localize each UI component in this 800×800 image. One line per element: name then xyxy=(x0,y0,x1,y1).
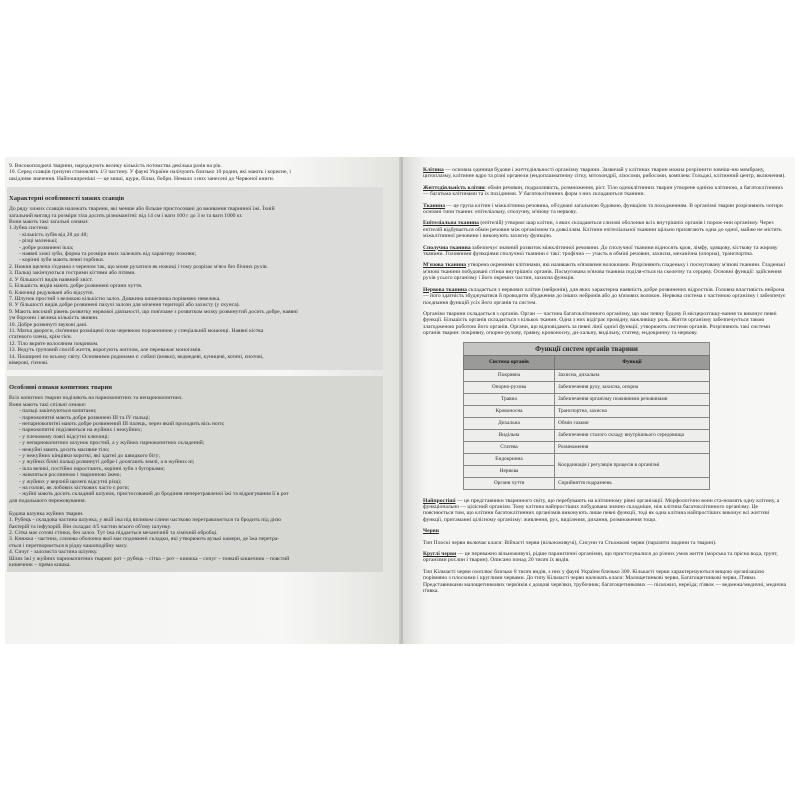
text-line: 2. Сітка має сотові стінки, без залоз. Тут їжа піддається механічній та хімічній обробці. xyxy=(9,529,218,536)
paragraph-text: утворена окремими клітинами, які називають м'язовими волокнами. Розрізняють гладеньку і посмуговану м'язові тканини. Гладенькі м'язові тканини побудовані стінки внутрішніх органів. Посмугована м'язова тканина поділя-ється на скелетну та серцеву. Основні функції: здійснення рухів усього організму і його окремих частин, захисна функція. xyxy=(423,262,786,282)
book-spread xyxy=(5,157,795,644)
table-row xyxy=(464,417,710,429)
text-line: До ряду хижих ссавців належать тварини, які менше або більше пристосовані до вживання тваринної їжі. Їхній xyxy=(9,206,275,213)
section-title: Характерні особливості хижих ссавців xyxy=(9,195,125,203)
table-row xyxy=(464,441,710,453)
text-line: 9. Високоплодючі тварини, народжують велику кількість потомства декілька разів на рік. xyxy=(9,163,222,169)
table-cell-function: Забезпечення руху, захисна, опорна xyxy=(555,381,710,393)
table-row xyxy=(464,381,710,393)
text-line: 8. У більшості видів добре розвинені пахучі залози для мічення території або захисту (у скунса). xyxy=(9,302,240,309)
paragraph-text: Тип Плоскі черви включає класи: Війчасті черви (вільноживучі), Сисуни та Стьожкові черви (паразити людини та тварин). xyxy=(423,539,717,546)
table-cell-function: Транспортна, захисна xyxy=(555,405,710,417)
text-line: загальний вигляд та розміри тіла досить різноманітні: від 14 см і ваги 100 г до 3 м та ваги 1000 кг. xyxy=(9,212,243,219)
text-line: 10. Серед ссавців гризуни становлять 1/3 частину. У фауні України налічують близько 10 родин, які мають і корисне, і xyxy=(9,169,291,176)
text-line: - ікла великі, постійно наростають, корінні зуби з бугорками; xyxy=(19,465,165,472)
paragraph-text: Тип Кільчасті черви охоплює близько 8 тисяч видів, з них у фауні України близько 300. Кількасті черви характеризуються вищою організацією порівняно з плоскими і круглими червами. До типу Кільчасті черви належать класи: Малощетинкові черви, Багатощетинкові черви, П'явки. Представниками малощетинкових черв'яків є дощові черв'яки, трубочник; багатощетинкових — піскожил, нереїда; п'явок — ведмежа/медичні, медична п'явка. xyxy=(423,568,787,594)
text-line: - нежуйні мають досить масивне тіло; xyxy=(19,446,110,453)
text-line: 13. Ведуть груповий спосіб життя, ворогують житлом, але переважає моногамія. xyxy=(9,347,202,354)
table-row xyxy=(464,405,710,417)
paragraph-text: Організм тварини складається з органів. Орган — частина багатоклітинного організму, що має певну будову й місцерозташу-вання та виконує певні функції. Більшість органів складається з кількох тканин. Одна з них відіграє провідну, важливішу роль. Життя організму забезпечується такою злагодженою роботою його органів. Органи, що відповідають за певні лінії однієї функції, утворюють системи органів. Розрізняють такі системи органів тварин: покривну, опорно-рухову, травну, кровоносну, ди-хальну, видільну, статеву, ендокринну та нервову. xyxy=(423,310,777,337)
section-title: Особливі ознаки копитних тварин xyxy=(9,384,113,392)
table-row xyxy=(464,369,710,381)
table-cell-system: Травна xyxy=(464,393,555,405)
text-line: 5. Більшість видів мають добре розвинені органи чуття. xyxy=(9,283,143,290)
text-line: - у нежуйних кінцівки короткі, які здатні до швидкого бігу; xyxy=(19,453,160,460)
table-header: Система органів xyxy=(464,355,555,369)
text-line: бактерій та інфузорій. Він складає 4/5 частин всього об'єму шлунку. xyxy=(9,523,172,530)
text-line: шкідливе значення. Найпоширеніші — це миші, щури, білки, бобри. Немало з них занесені до Червоної книги. xyxy=(9,175,275,182)
table-cell-system: Статева xyxy=(464,441,555,453)
intro-text xyxy=(9,163,381,182)
table-cell-system: Опорно-рухова xyxy=(464,381,555,393)
text-line: 7. Шлунок простий з великою кількістю залоз. Довжина кишечника порівняно невелика. xyxy=(9,295,221,302)
text-line: - пальці закінчуються копитами; xyxy=(19,408,97,415)
paragraph xyxy=(423,498,787,524)
section-predators xyxy=(7,187,383,370)
table-cell-function: Обмін газами xyxy=(555,417,710,429)
text-line: статевого члена, крім гієн. xyxy=(9,334,73,341)
text-line: 1. Рубець - складова частина шлунка, у якій їжа під впливом слини частково перетравлюється та бродить під дією xyxy=(9,517,282,524)
table-cell-system: Дихальна xyxy=(464,417,555,429)
paragraph xyxy=(423,203,787,216)
paragraph xyxy=(423,167,787,180)
text-line: - жуйні мають досить складний шлунок, пристосований до бродіння неперетравленої їжі та відригування її в рот xyxy=(19,491,289,498)
paragraph xyxy=(423,569,787,595)
term: Черви xyxy=(423,528,439,535)
term: Найпростіші xyxy=(423,497,456,504)
table-cell-function: Забезпечення сталого складу внутрішнього середовища xyxy=(555,429,710,441)
table-title: Функції систем органів тварини xyxy=(463,342,710,355)
term: Сполучна тканина xyxy=(423,244,471,251)
text-line: 9. Мають високий рівень розвитку нервової діяльності, що пов'язане з розвитком мозку розвинутий досить добре, наявні xyxy=(9,308,298,315)
text-line: - у жуйних бічні пальці розвинуті добре і досягають землі, а в жуйних ні; xyxy=(19,459,195,466)
term: Життєдіяльність клітин xyxy=(423,184,485,191)
text-line: - добре розвинені ікла; xyxy=(19,244,74,251)
paragraph-text: забезпечує значний розвиток міжклітинної речовини. До сполучної тканини відносять кров, лімфу, хрящову, кісткову та жирову тканини. Головними функціями сполучної тканини є такі: трофічна — участь в обміні речовин, захисна, механічна (опорна), транспортна. xyxy=(423,244,778,258)
text-line: Вони мають такі спільні ознаки: xyxy=(9,401,87,408)
table-cell-system: Ендокринна xyxy=(464,453,555,465)
term: Клітина xyxy=(423,167,444,173)
text-line: - парнокопитні мають добре розвинені III та IV пальці; xyxy=(19,414,150,421)
right-paragraphs xyxy=(423,167,787,337)
term: Тканина xyxy=(423,202,445,209)
text-line: кишечник – пряма кишка. xyxy=(9,561,71,568)
text-line: 4. Сичуг - залозиста частина шлунку. xyxy=(9,549,98,556)
text-line: 10. Добре розвинуті звукові дані. xyxy=(9,321,88,328)
text-line: - на голові, як лобових кісткових часто є роги; xyxy=(19,485,130,492)
section-body xyxy=(9,206,381,366)
term: Епітеліальна тканина xyxy=(423,220,479,227)
paragraph xyxy=(423,185,787,198)
term: М'язова тканина xyxy=(423,262,467,269)
text-line: ум борозни і велика кількість звивин. xyxy=(9,315,99,322)
section-body xyxy=(9,395,381,568)
text-line: 12. Тіло вкрите волосяним покривом. xyxy=(9,340,99,347)
table-cell-system: Нервова xyxy=(464,465,555,477)
text-line: для подальшого пережовування. xyxy=(9,497,86,504)
text-line: - у жуйних у верхній щелепі відсутні різці; xyxy=(19,478,122,485)
table-body xyxy=(464,369,710,489)
text-line: - непарнокопитні мають добре розвинений III палець, через який проходить вісь ноги; xyxy=(19,421,225,427)
text-line: ється і перетворюється в рідку кашоподібну масу. xyxy=(9,542,128,549)
paragraph xyxy=(423,311,787,337)
term: Круглі черви xyxy=(423,550,457,557)
table-cell-function: Захисна, дихальна xyxy=(555,369,710,381)
text-line: Вони мають такі загальні ознаки: xyxy=(9,219,89,226)
table-cell-function: Розмноження xyxy=(555,441,710,453)
paragraph-text: — це переважно вільноживучі, рідше паразитичні організми, що пристосувалися до різних умов життя (морська та прісна вода, ґрунт, організми рослин і тварин). Описано понад 20 тисяч їх видів. xyxy=(423,550,778,564)
text-line: 14. Поширені по всьому світу. Основними родинами є: собачі (вовки), ведмедеві, куницеві, котячі, єнотові, xyxy=(9,353,264,360)
paragraph xyxy=(423,245,787,258)
table-header: Функції xyxy=(555,355,710,369)
right-page xyxy=(403,157,795,644)
table-row xyxy=(464,393,710,405)
text-line: 4. У більшості видів наявний хвіст. xyxy=(9,276,93,283)
text-line: - парнокопитні поділяються на жуйних і нежуйних; xyxy=(19,427,143,434)
paragraph xyxy=(423,287,787,306)
organ-systems-table xyxy=(463,342,710,490)
text-line: віверові, гієнові. xyxy=(9,359,49,366)
text-line: 3. Книжка - частина, слизова оболонка якої має подовжені складки, які утворюють вузькі камери, де їжа перетра- xyxy=(9,536,280,543)
table-cell-function: Сприйняття подразнень xyxy=(555,477,710,489)
paragraph-text: — основна одиниця будови і життєдіяльності організму тварини. Зазвичай у клітинах тварин можна розрізнити зовніш-ню мембрану, цитоплазму, клітинне ядро та різні органели (ендоплазматичну сітку, мітохондрії, лізосоми, рибосоми, комплекс Гольджі, клітинний центр, включення). xyxy=(423,167,786,180)
paragraph xyxy=(423,262,787,281)
text-line: - у плечовому поясі відсутні ключиці; xyxy=(19,433,109,440)
paragraph xyxy=(423,551,787,564)
text-line: Всіх копитних тварин поділяють на парнокопитних та непарнокопитних. xyxy=(9,395,183,402)
table-cell-function: Координація і регуляція процесів в організмі xyxy=(555,453,710,477)
after-table-text xyxy=(423,498,787,595)
text-line: Шлях їжі у жуйних парнокопитних тварин: рот – рубець – сітка – рот – книжка – сичуг – тонкий кишечник – повстий xyxy=(9,555,290,562)
left-page xyxy=(5,157,401,644)
text-line: 3. Пальці закінчуються гострими кігтями або пітями. xyxy=(9,270,136,277)
table-cell-system: Органи чуття xyxy=(464,477,555,489)
text-line: - різці маленькі; xyxy=(19,238,58,245)
paragraph xyxy=(423,220,787,239)
text-line: - живляться рослинною і тваринною їжею; xyxy=(19,472,122,479)
paragraph-text: — це представники тваринного світу, що перебувають на клітинному рівні організації. Морфологічно вони ста-новлять одну клітину, а функціонально — цілісний організм. Тому клітина найпростіших побудована значно складніше, ніж клітина багатоклітинного організму. Це пояснюється тим, що клітини багатоклітинних організмів виконують лише певні функції, тоді як одна клітина найпростіших виконує всі життєві функції, притаманні цілісному організму: живлення, рух, виділення, дихання, розмноження тощо. xyxy=(423,497,780,523)
text-line: - у непарнокопитних шлунок простий, а у жуйних парнокопитних складений; xyxy=(19,440,205,447)
paragraph xyxy=(423,540,787,546)
text-line: 1.Зубна система: xyxy=(9,225,49,232)
table-cell-system: Покривна xyxy=(464,369,555,381)
table-cell-system: Видільна xyxy=(464,429,555,441)
text-line: - корінні зуби мають певні горбики. xyxy=(19,257,105,264)
text-line: 6. Ключиці редуковані або відсутні. xyxy=(9,289,95,296)
paragraph-text: складається з нервових клітин (нейронів), для яких характерна наявність добре розвинених відростків. Головна властивість нейрона — його здатність збуджуватися й проводити збудження до інших нейронів або до м'язових волокон. Нервова система є частиною організму і забезпечує поєднання функцій усіх його органів та систем. xyxy=(423,286,786,306)
term: Нервова тканина xyxy=(423,286,467,293)
table-cell-function: Забезпечення організму поживними речовинами xyxy=(555,393,710,405)
text-line: - наявні хижі зуби, форма та розміри яких залежать від характеру поживи; xyxy=(19,251,197,258)
text-line: - кількість зубів від 28 до 48; xyxy=(19,231,88,238)
paragraph-text: : обмін речовин, подразливість, розмноження, ріст. Тіло одноклітинних тварин утворене однією клітиною, а багатоклітинних — багатьма клітинами та їх похідними. У багатоклітинних форм з них складаються тканини. xyxy=(423,184,784,198)
table-row xyxy=(464,429,710,441)
text-line: 11. Матка двороги, сім'яники розміщені поза черевною порожниною у спеціальній мошонці. Наявні кістка xyxy=(9,327,264,334)
text-line: 2. Нижня щелепа з'єднана з черепом так, що може рухатися як ножиці і тому розрізає м'ясо без бічних рухів. xyxy=(9,263,268,270)
paragraph-text: — це група клітин і міжклітинна речовина, об'єднані загальною будовою, функцією та походженням. В організмі тварин розрізняють чотири основні типи тканин: епітеліальну, сполучну, м'язову та нервову. xyxy=(423,202,783,216)
paragraph xyxy=(423,528,787,534)
section-ungulates xyxy=(7,376,383,572)
table-cell-system: Кровоносна xyxy=(464,405,555,417)
table-row xyxy=(464,453,710,465)
text-line: Будова шлунка жуйних тварин. xyxy=(9,510,84,517)
table-row xyxy=(464,477,710,489)
paragraph-text: (епітелій) утворює шар клітин, з яких складаються слизові оболонки всіх внутрішніх органів і порож-нин організму. Через епітелій відбувається обмін речовин між організмом та довкіллям. Клітини епітеліальної тканини щільно прилягають одна до одної, майже не містять міжклітинної речовини і виконують захисну функцію. xyxy=(423,220,782,240)
